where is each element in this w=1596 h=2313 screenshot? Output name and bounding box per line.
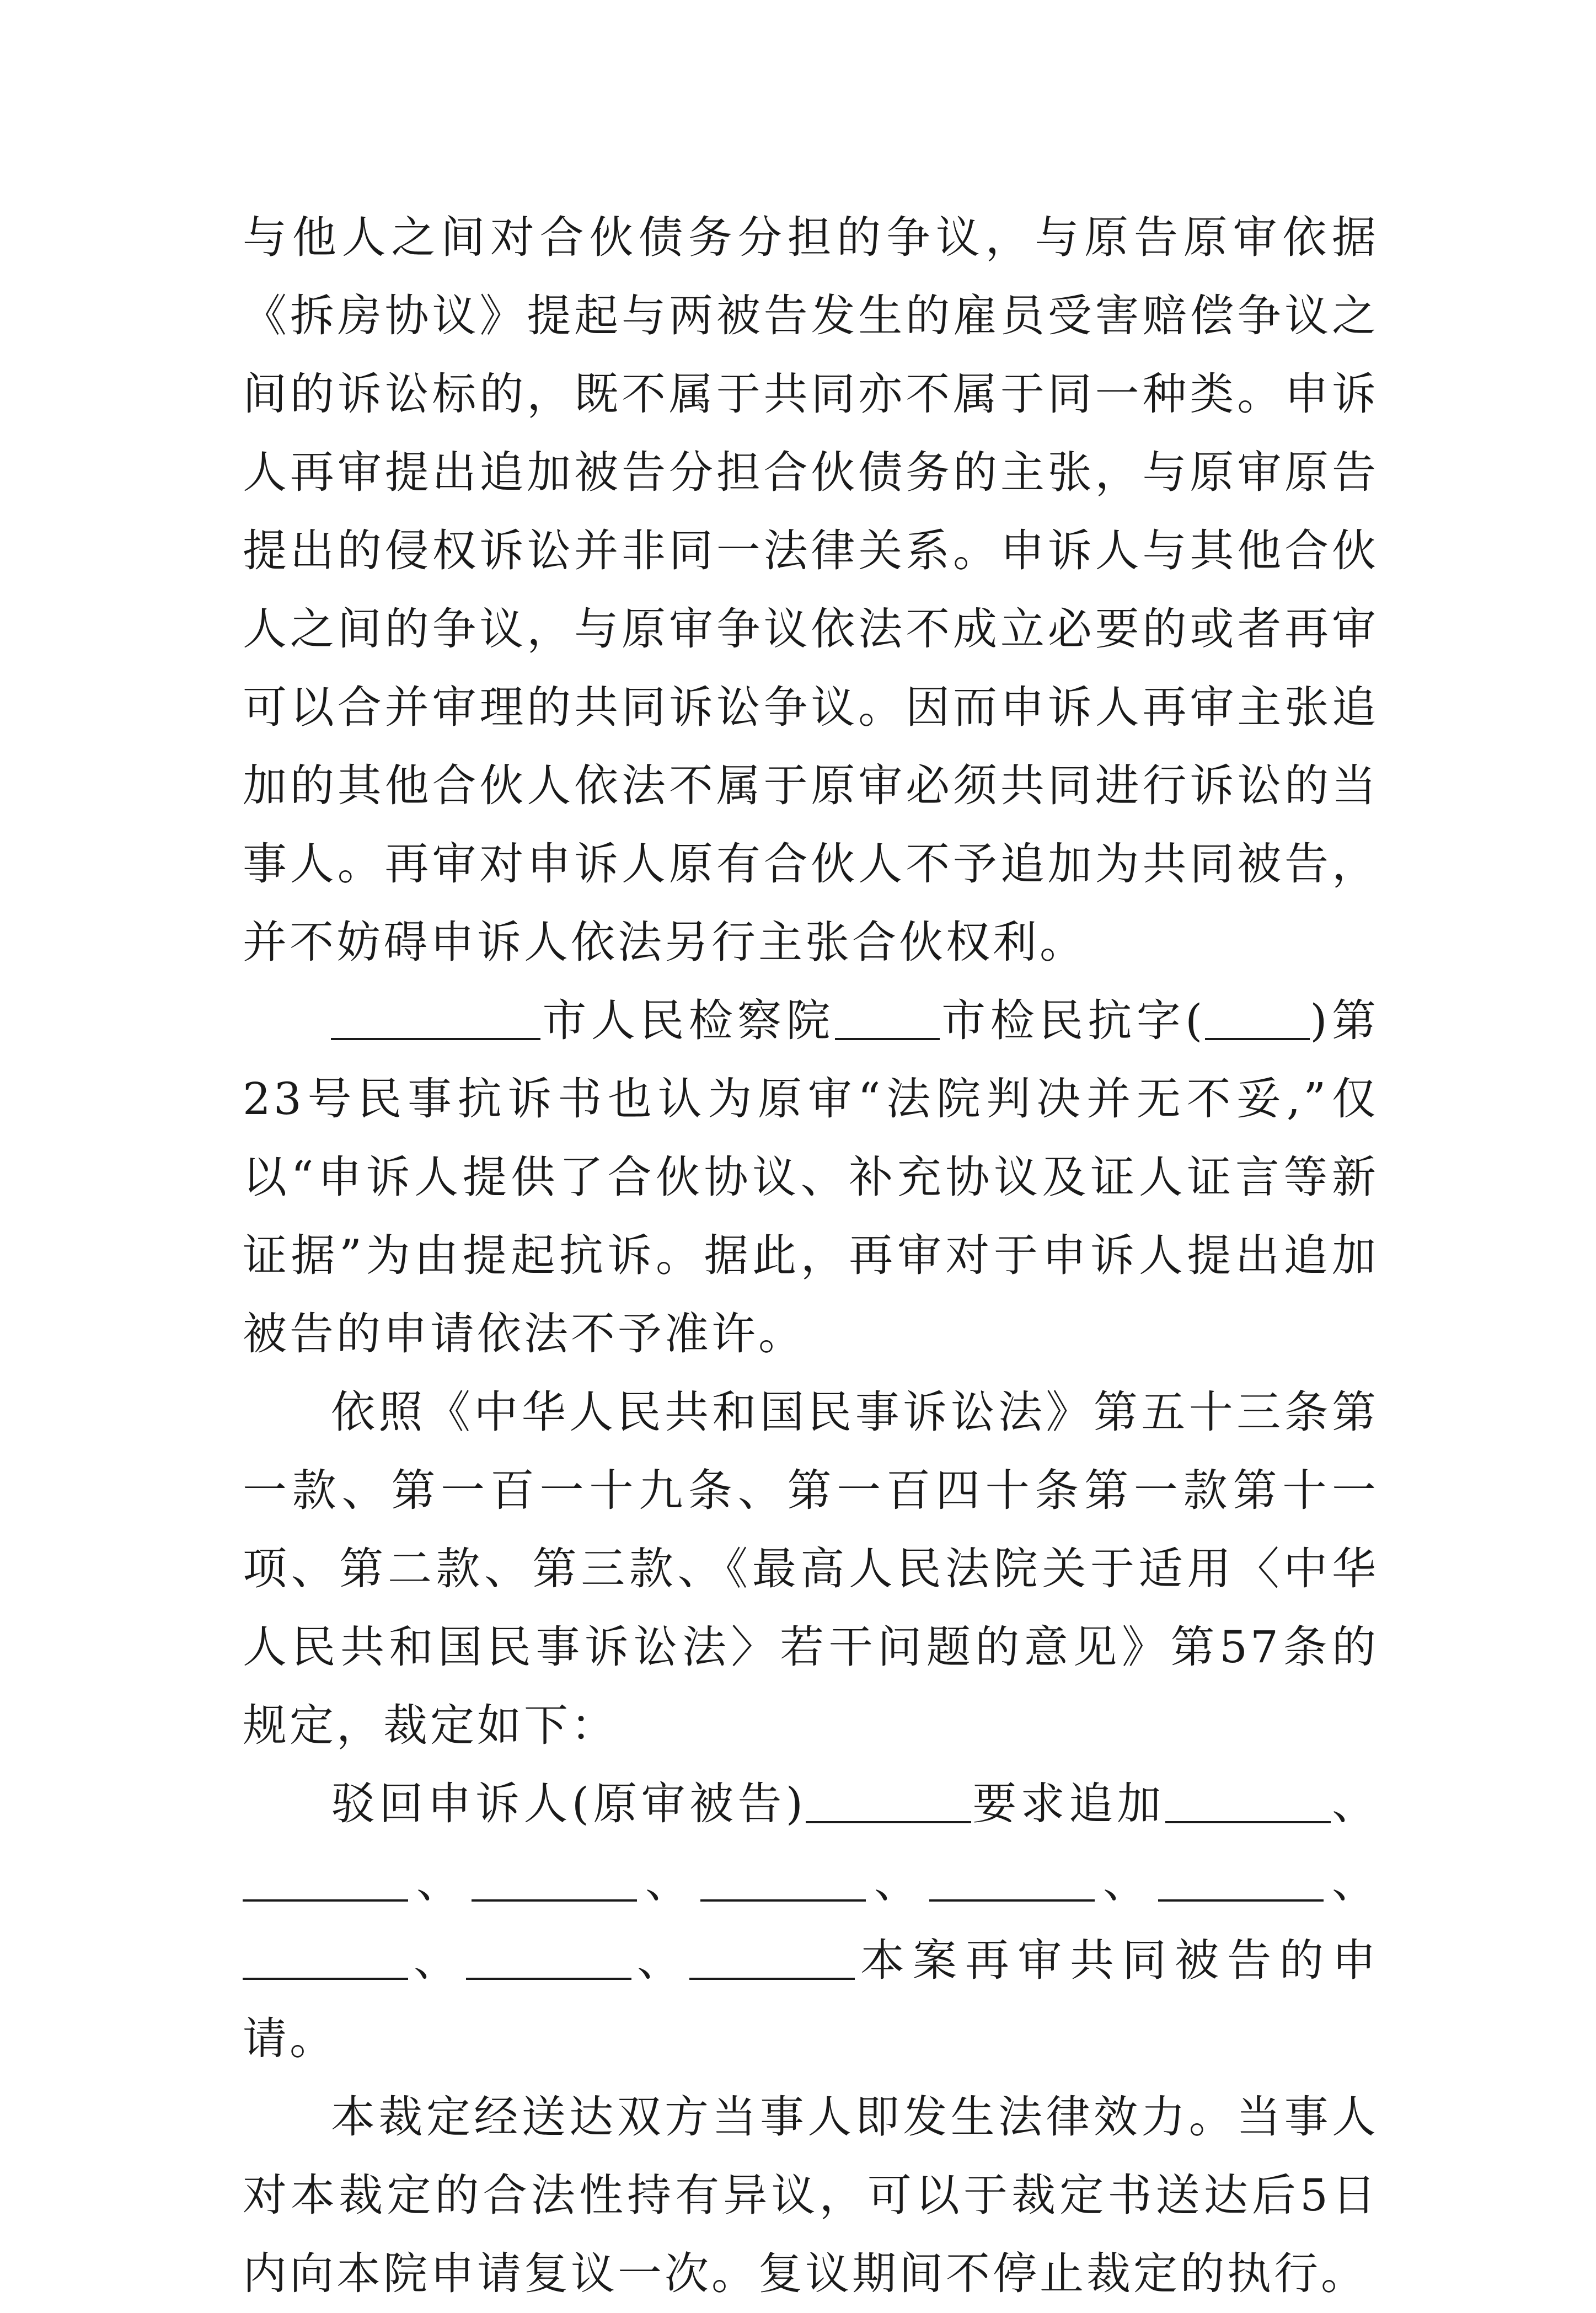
procuratorate-text: )第23号民事抗诉书也认为原审“法院判决并无不妥,”仅以“申诉人提供了合伙协议、补充协议及证人证言等新证据”为由提起抗诉。据此，再审对于申诉人提出追加被告的申请依法不予准许。	[243, 995, 1379, 1359]
blank-party-9	[689, 1934, 855, 1980]
ruling-label-end: 本案再审共同被告的申请。	[243, 1935, 1379, 2064]
ruling-label-request: 要求追加	[971, 1778, 1165, 1829]
blank-party-4	[700, 1855, 866, 1902]
blank-party-6	[1158, 1855, 1324, 1902]
ruling-label-appellant: 驳回申诉人(原审被告)	[331, 1778, 806, 1829]
paragraph-ruling	[243, 1765, 1379, 2078]
paragraph-effect	[243, 2078, 1379, 2313]
blank-party-3	[472, 1855, 637, 1902]
document-body	[243, 199, 1379, 2313]
separator-2: 、	[408, 1856, 472, 1908]
blank-party-1	[1165, 1777, 1331, 1823]
separator-6: 、	[1324, 1856, 1379, 1908]
legal-basis-text: 依照《中华人民共和国民事诉讼法》第五十三条第一款、第一百一十九条、第一百四十条第一款第十一项、第二款、第三款、《最高人民法院关于适用〈中华人民共和国民事诉讼法〉若干问题的意见》第57条的规定，裁定如下：	[243, 1386, 1379, 1751]
blank-party-7	[243, 1934, 408, 1980]
paragraph-procuratorate	[243, 982, 1379, 1373]
separator-4: 、	[866, 1856, 929, 1908]
paragraph-reasoning	[243, 199, 1379, 982]
blank-party-2	[243, 1855, 408, 1902]
blank-party-5	[929, 1855, 1095, 1902]
separator-5: 、	[1095, 1856, 1158, 1908]
paragraph-reasoning-text: 与他人之间对合伙债务分担的争议，与原告原审依据《拆房协议》提起与两被告发生的雇员受害赔偿争议之间的诉讼标的，既不属于共同亦不属于同一种类。申诉人再审提出追加被告分担合伙债务的主张，与原审原告提出的侵权诉讼并非同一法律关系。申诉人与其他合伙人之间的争议，与原审争议依法不成立必要的或者再审可以合并审理的共同诉讼争议。因而申诉人再审主张追加的其他合伙人依法不属于原审必须共同进行诉讼的当事人。再审对申诉人原有合伙人不予追加为共同被告，并不妨碍申诉人依法另行主张合伙权利。	[243, 212, 1379, 968]
blank-appellant-name	[806, 1777, 971, 1823]
paragraph-legal-basis	[243, 1373, 1379, 1765]
effect-text: 本裁定经送达双方当事人即发生法律效力。当事人对本裁定的合法性持有异议，可以于裁定书送达后5日内向本院申请复议一次。复议期间不停止裁定的执行。	[243, 2091, 1379, 2299]
separator-1: 、	[1330, 1778, 1379, 1829]
protest-number-label: 市检民抗字(	[939, 995, 1206, 1046]
blank-city-code	[835, 994, 940, 1040]
procuratorate-label: 市人民检察院	[540, 995, 835, 1046]
separator-3: 、	[637, 1856, 700, 1908]
blank-procuratorate-city	[331, 994, 540, 1040]
blank-year	[1205, 994, 1310, 1040]
separator-7: 、	[408, 1935, 466, 1986]
blank-party-8	[466, 1934, 631, 1980]
separator-8: 、	[631, 1935, 689, 1986]
